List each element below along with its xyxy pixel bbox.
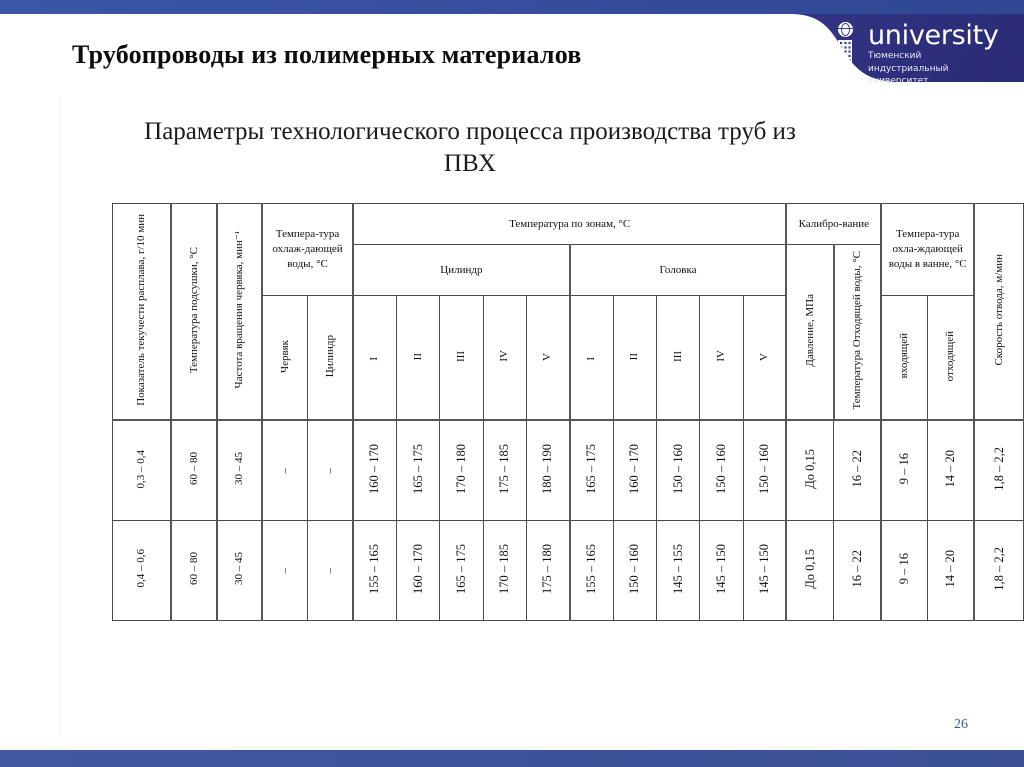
cell-head-5-value: 150 – 160 xyxy=(756,443,771,494)
cell-head-4 xyxy=(700,420,743,520)
header-melt-flow-label: Показатель текучести расплава, г/10 мин xyxy=(135,214,148,406)
cell-draw-speed-value: 1,8 – 2,2 xyxy=(991,446,1006,491)
cell-calibration-water-temp xyxy=(834,520,881,620)
header-bath-water-group xyxy=(881,204,974,296)
header-zone-head-label: Головка xyxy=(659,263,697,276)
parameters-table-wrapper xyxy=(112,203,1024,621)
cell-cool-water-cyl-value: – xyxy=(323,567,336,573)
cell-cyl-1 xyxy=(353,420,396,520)
logo-subtitle-line1: Тюменский xyxy=(868,51,922,61)
page-number: 26 xyxy=(954,717,968,732)
cell-cyl-3 xyxy=(440,420,483,520)
logo-wordmark: university xyxy=(868,20,999,51)
header-cooling-water-group xyxy=(262,204,353,296)
cell-head-1-value: 155 – 165 xyxy=(584,543,599,594)
header-screw-speed xyxy=(217,204,262,421)
header-cyl-zone-4 xyxy=(483,296,526,420)
header-melt-flow xyxy=(113,204,172,421)
cell-cyl-4-value: 170 – 185 xyxy=(497,543,512,594)
cell-head-4 xyxy=(700,520,743,620)
header-head-zone-4-label: IV xyxy=(714,350,727,362)
cell-screw-speed xyxy=(217,520,262,620)
cell-cyl-2 xyxy=(396,520,439,620)
logo-text-block xyxy=(868,22,999,87)
header-cyl-zone-3-label: III xyxy=(454,350,467,362)
cell-calibration-pressure-value: До 0,15 xyxy=(802,548,817,589)
cell-draw-speed xyxy=(974,520,1023,620)
header-cooling-water-cylinder xyxy=(308,296,353,420)
content-divider-line xyxy=(60,96,61,736)
cell-cyl-3-value: 170 – 180 xyxy=(453,443,468,494)
header-cooling-water-cylinder-label: Цилиндр xyxy=(323,335,336,378)
header-cooling-water-screw xyxy=(262,296,307,420)
header-bath-out-label: отходящей xyxy=(944,330,957,382)
header-calibration-water-temp-label: Температура Отходящей воды, °С xyxy=(851,251,864,410)
cell-head-1 xyxy=(570,420,613,520)
cell-head-2 xyxy=(613,420,656,520)
cell-melt-flow xyxy=(113,420,172,520)
cell-cyl-3-value: 165 – 175 xyxy=(453,543,468,594)
top-accent-bar xyxy=(0,0,1024,14)
cell-cyl-1 xyxy=(353,520,396,620)
cell-head-3 xyxy=(656,420,699,520)
header-cyl-zone-5 xyxy=(526,296,569,420)
logo-subtitle-line2: индустриальный xyxy=(868,63,949,74)
cell-bath-in xyxy=(881,420,927,520)
logo-mark-icon xyxy=(836,22,862,78)
cell-calibration-water-temp-value: 16 – 22 xyxy=(849,450,864,488)
cell-cyl-3 xyxy=(440,520,483,620)
cell-head-5 xyxy=(743,520,786,620)
header-calibration-water-temp xyxy=(834,245,881,421)
header-cyl-zone-1-label: I xyxy=(368,356,381,361)
cell-cyl-2-value: 160 – 170 xyxy=(410,543,425,594)
cell-bath-out-value: 14 – 20 xyxy=(943,450,958,488)
header-head-zone-1 xyxy=(570,296,613,420)
header-zone-temp-label: Температура по зонам, °С xyxy=(509,218,631,230)
header-bath-out xyxy=(928,296,974,420)
cell-head-5 xyxy=(743,420,786,520)
cell-cyl-1-value: 155 – 165 xyxy=(367,543,382,594)
cell-calibration-pressure-value: До 0,15 xyxy=(802,448,817,489)
header-dry-temp xyxy=(171,204,216,421)
header-head-zone-4 xyxy=(700,296,743,420)
cell-cyl-5-value: 175 – 180 xyxy=(540,543,555,594)
cell-cyl-4 xyxy=(483,520,526,620)
cell-melt-flow-value: 0,4 – 0,6 xyxy=(135,549,148,588)
header-draw-speed xyxy=(974,204,1023,421)
header-bath-in xyxy=(881,296,927,420)
cell-cool-water-cyl xyxy=(308,420,353,520)
cell-head-2-value: 150 – 160 xyxy=(627,543,642,594)
header-cyl-zone-3 xyxy=(440,296,483,420)
table-row xyxy=(113,520,1024,620)
header-head-zone-3 xyxy=(656,296,699,420)
table-row xyxy=(113,420,1024,520)
cell-cyl-4-value: 175 – 185 xyxy=(497,443,512,494)
cell-draw-speed xyxy=(974,420,1023,520)
logo-bars-icon xyxy=(838,40,852,78)
cell-head-4-value: 145 – 150 xyxy=(713,543,728,594)
cell-dry-temp-value: 60 – 80 xyxy=(187,552,200,585)
cell-screw-speed-value: 30 – 45 xyxy=(232,452,245,486)
cell-bath-in-value: 9 – 16 xyxy=(897,552,912,585)
header-bath-water-label: Темпера-тура охла-ждающей воды в ванне, °С xyxy=(888,228,967,271)
header-cyl-zone-1 xyxy=(353,296,396,420)
header-zone-cylinder-label: Цилиндр xyxy=(440,263,483,276)
header-zone-head xyxy=(570,245,787,296)
cell-calibration-pressure xyxy=(786,420,833,520)
cell-calibration-water-temp-value: 16 – 22 xyxy=(849,549,864,588)
cell-bath-out xyxy=(928,420,974,520)
cell-cool-water-cyl xyxy=(308,520,353,620)
header-cooling-water-label: Темпера-тура охлаж-дающей воды, °С xyxy=(272,228,343,271)
cell-bath-in xyxy=(881,520,927,620)
header-cooling-water-screw-label: Червяк xyxy=(278,339,291,373)
cell-head-5-value: 145 – 150 xyxy=(756,543,771,594)
document-heading: Параметры технологического процесса производства труб из ПВХ xyxy=(144,118,796,177)
university-logo xyxy=(836,22,999,87)
cell-cyl-5 xyxy=(526,520,569,620)
cell-calibration-pressure xyxy=(786,520,833,620)
cell-screw-speed xyxy=(217,420,262,520)
cell-head-1 xyxy=(570,520,613,620)
table-header-row-1 xyxy=(113,204,1024,245)
cell-bath-out xyxy=(928,520,974,620)
cell-bath-in-value: 9 – 16 xyxy=(897,453,912,485)
parameters-table xyxy=(112,203,1024,621)
cell-cyl-5 xyxy=(526,420,569,520)
cell-dry-temp xyxy=(171,420,216,520)
header-draw-speed-label: Скорость отвода, м/мин xyxy=(992,254,1005,366)
cell-cool-water-screw xyxy=(262,420,307,520)
header-calibration-pressure xyxy=(786,245,833,421)
cell-head-3-value: 145 – 155 xyxy=(670,543,685,594)
header-cyl-zone-4-label: IV xyxy=(498,350,511,362)
cell-draw-speed-value: 1,8 – 2,2 xyxy=(991,546,1006,591)
cell-cool-water-screw-value: – xyxy=(278,567,291,573)
cell-melt-flow-value: 0,3 – 0,4 xyxy=(135,449,148,488)
cell-cyl-4 xyxy=(483,420,526,520)
cell-head-2-value: 160 – 170 xyxy=(627,443,642,494)
cell-bath-out-value: 14 – 20 xyxy=(943,549,958,588)
cell-head-1-value: 165 – 175 xyxy=(584,443,599,494)
cell-cool-water-screw xyxy=(262,520,307,620)
cell-head-3 xyxy=(656,520,699,620)
cell-cool-water-screw-value: – xyxy=(278,467,291,474)
header-dry-temp-label: Температура подсушки, °С xyxy=(187,246,200,374)
header-calibration-pressure-label: Давление, МПа xyxy=(803,294,816,367)
cell-cyl-2-value: 165 – 175 xyxy=(410,443,425,494)
logo-subtitle-line3: университет xyxy=(868,76,929,86)
cell-dry-temp-value: 60 – 80 xyxy=(187,452,200,486)
header-head-zone-2 xyxy=(613,296,656,420)
cell-cyl-1-value: 160 – 170 xyxy=(367,443,382,494)
header-head-zone-2-label: II xyxy=(628,353,641,361)
globe-icon xyxy=(838,22,853,37)
header-head-zone-3-label: III xyxy=(671,350,684,362)
cell-melt-flow xyxy=(113,520,172,620)
cell-cool-water-cyl-value: – xyxy=(323,467,336,474)
header-screw-speed-label: Частота вращения червяка, мин⁻¹ xyxy=(232,231,245,389)
bottom-accent-bar xyxy=(0,750,1024,767)
cell-dry-temp xyxy=(171,520,216,620)
header-head-zone-5-label: V xyxy=(757,352,770,361)
header-calibration-label: Калибро-вание xyxy=(798,217,869,230)
header-bath-in-label: входящей xyxy=(898,333,911,379)
header-cyl-zone-2-label: II xyxy=(411,353,424,361)
cell-screw-speed-value: 30 – 45 xyxy=(232,552,245,585)
header-zone-cylinder xyxy=(353,245,570,296)
cell-head-2 xyxy=(613,520,656,620)
page-title: Трубопроводы из полимерных материалов xyxy=(72,40,582,69)
cell-head-3-value: 150 – 160 xyxy=(670,443,685,494)
cell-cyl-2 xyxy=(396,420,439,520)
cell-cyl-5-value: 180 – 190 xyxy=(540,443,555,494)
header-head-zone-1-label: I xyxy=(585,356,598,361)
cell-head-4-value: 150 – 160 xyxy=(713,443,728,494)
header-cyl-zone-2 xyxy=(396,296,439,420)
header-calibration-group xyxy=(786,204,881,245)
header-zone-temp-group xyxy=(353,204,786,245)
header-cyl-zone-5-label: V xyxy=(541,352,554,361)
header-head-zone-5 xyxy=(743,296,786,420)
cell-calibration-water-temp xyxy=(834,420,881,520)
